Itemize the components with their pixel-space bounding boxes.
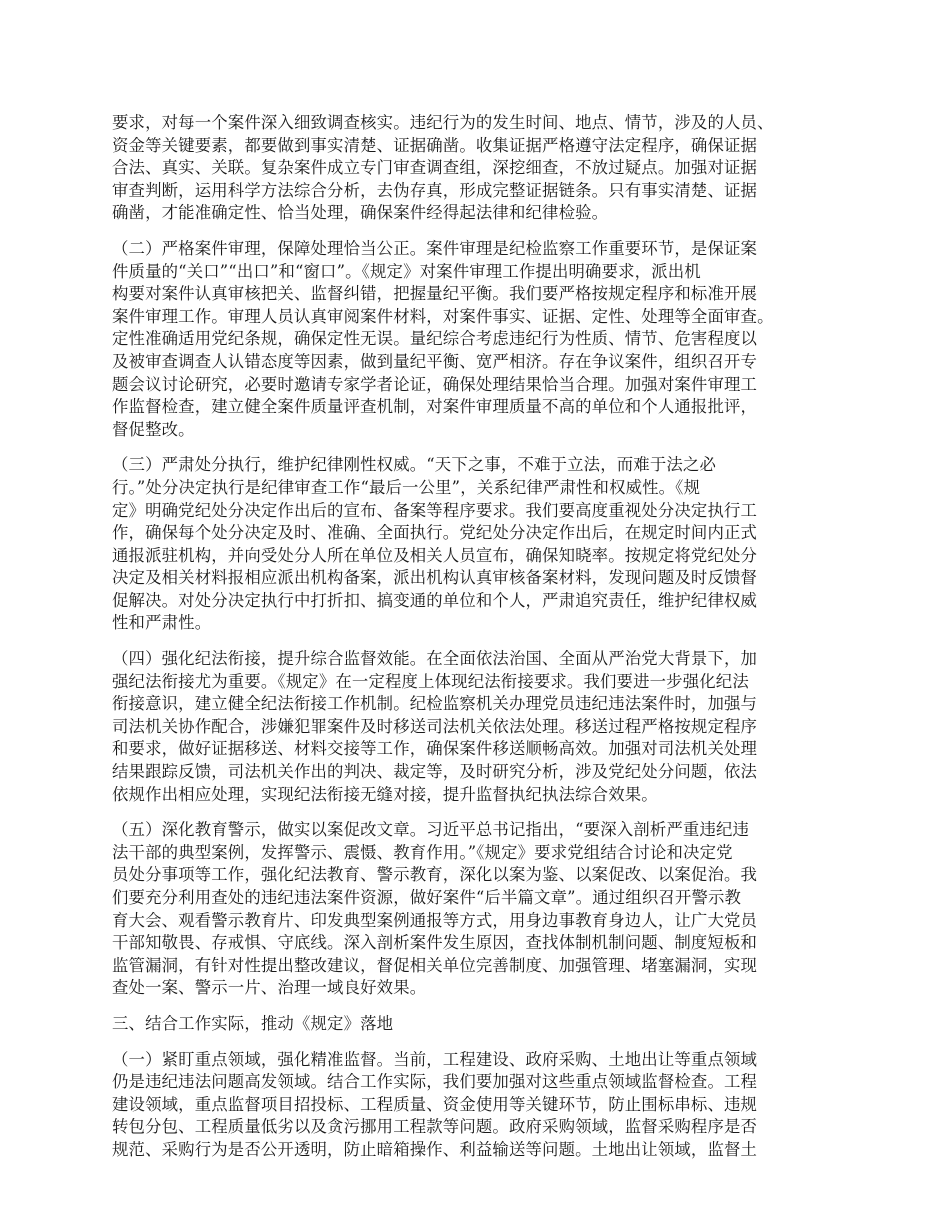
text-line: 结果跟踪反馈，司法机关作出的判决、裁定等，及时研究分析，涉及党纪处分问题，依法 (112, 762, 758, 782)
text-line: 查处一案、警示一片、治理一域良好效果。 (112, 978, 427, 998)
text-line: 们要充分利用查处的违纪违法案件资源，做好案件“后半篇文章”。通过组织召开警示教 (112, 888, 742, 907)
text-line: 员处分事项等工作，强化纪法教育、警示教育，深化以案为鉴、以案促改、以案促治。我 (112, 865, 758, 885)
text-line: 及被审查调查人认错态度等因素，做到量纪平衡、宽严相济。存在争议案件，组织召开专 (112, 351, 758, 371)
text-line: 育大会、观看警示教育片、印发典型案例通报等方式，用身边事教育身边人，让广大党员 (112, 910, 758, 930)
text-line: 通报派驻机构，并向受处分人所在单位及相关人员宣布，确保知晓率。按规定将党纪处分 (112, 545, 758, 565)
text-line: 资金等关键要素，都要做到事实清楚、证据确凿。收集证据严格遵守法定程序，确保证据 (112, 135, 758, 155)
text-line: 促解决。对处分决定执行中打折扣、搞变通的单位和个人，严肃追究责任，维护纪律权威 (112, 590, 758, 610)
text-line: 仍是违纪违法问题高发领域。结合工作实际，我们要加强对这些重点领域监督检查。工程 (112, 1072, 758, 1092)
text-line: 和要求，做好证据移送、材料交接等工作，确保案件移送顺畅高效。加强对司法机关处理 (112, 739, 758, 759)
text-line: 作监督检查，建立健全案件质量评查机制，对案件审理质量不高的单位和个人通报批评， (112, 397, 758, 417)
text-line: （二）严格案件审理，保障处理恰当公正。案件审理是纪检监察工作重要环节，是保证案 (112, 238, 758, 258)
paragraph-case-trial (112, 238, 852, 441)
text-line: （四）强化纪法衔接，提升综合监督效能。在全面依法治国、全面从严治党大背景下，加 (112, 649, 758, 669)
document-page (112, 112, 852, 1175)
text-line: 决定及相关材料报相应派出机构备案，派出机构认真审核备案材料，发现问题及时反馈督 (112, 568, 758, 588)
text-line: 规范、采购行为是否公开透明，防止暗箱操作、利益输送等问题。土地出让领域，监督土 (112, 1139, 758, 1159)
text-line: 作，确保每个处分决定及时、准确、全面执行。党纪处分决定作出后，在规定时间内正式 (112, 523, 758, 543)
section-heading-text: 三、结合工作实际，推动《规定》落地 (112, 1013, 394, 1033)
text-line: 案件审理工作。审理人员认真审阅案件材料，对案件事实、证据、定性、处理等全面审查。 (112, 306, 774, 326)
text-line: 建设领域，重点监督项目招投标、工程质量、资金使用等关键环节，防止围标串标、违规 (112, 1094, 758, 1114)
paragraph-sanction-execution (112, 454, 852, 635)
paragraph-key-areas (112, 1049, 852, 1162)
text-line: 要求，对每一个案件深入细致调查核实。违纪行为的发生时间、地点、情节，涉及的人员、 (112, 113, 774, 132)
text-line: 构要对案件认真审核把关、监督纠错，把握量纪平衡。我们要严格按规定程序和标准开展 (112, 284, 758, 304)
text-line: 行。”处分决定执行是纪律审查工作“最后一公里”，关系纪律严肃性和权威性。《规 (112, 477, 701, 497)
text-line: （一）紧盯重点领域，强化精准监督。当前，工程建设、政府采购、土地出让等重点领域 (112, 1049, 758, 1069)
text-line: 监管漏洞，有针对性提出整改建议，督促相关单位完善制度、加强管理、堵塞漏洞，实现 (112, 955, 758, 975)
paragraph-discipline-law-link (112, 648, 852, 806)
text-line: 督促整改。 (112, 419, 195, 439)
text-line: （三）严肃处分执行，维护纪律刚性权威。“天下之事，不难于立法，而难于法之必 (112, 455, 716, 475)
paragraph-evidence-review (112, 112, 852, 225)
section-heading (112, 1013, 852, 1036)
text-line: 司法机关协作配合，涉嫌犯罪案件及时移送司法机关依法处理。移送过程严格按规定程序 (112, 716, 758, 736)
text-line: 件质量的“关口”“出口”和“窗口”。《规定》对案件审理工作提出明确要求，派出机 (112, 261, 701, 281)
text-line: 审查判断，运用科学方法综合分析，去伪存真，形成完整证据链条。只有事实清楚、证据 (112, 180, 758, 200)
text-line: 题会议讨论研究，必要时邀请专家学者论证，确保处理结果恰当合理。加强对案件审理工 (112, 374, 758, 394)
text-line: 依规作出相应处理，实现纪法衔接无缝对接，提升监督执纪执法综合效果。 (112, 784, 658, 804)
text-line: （五）深化教育警示，做实以案促改文章。习近平总书记指出，“要深入剖析严重违纪违 (112, 820, 750, 840)
text-line: 定》明确党纪处分决定作出后的宣布、备案等程序要求。我们要高度重视处分决定执行工 (112, 500, 758, 520)
text-line: 法干部的典型案例，发挥警示、震慑、教育作用。”《规定》要求党组结合讨论和决定党 (112, 842, 733, 862)
text-line: 确凿，才能准确定性、恰当处理，确保案件经得起法律和纪律检验。 (112, 203, 609, 223)
text-line: 转包分包、工程质量低劣以及贪污挪用工程款等问题。政府采购领域，监督采购程序是否 (112, 1117, 758, 1137)
text-line: 强纪法衔接尤为重要。《规定》在一定程度上体现纪法衔接要求。我们要进一步强化纪法 (112, 671, 749, 691)
paragraph-warning-education (112, 819, 852, 1000)
text-line: 干部知敬畏、存戒惧、守底线。深入剖析案件发生原因，查找体制机制问题、制度短板和 (112, 933, 758, 953)
text-line: 定性准确适用党纪条规，确保定性无误。量纪综合考虑违纪行为性质、情节、危害程度以 (112, 329, 758, 349)
text-line: 性和严肃性。 (112, 613, 212, 633)
text-line: 合法、真实、关联。复杂案件成立专门审查调查组，深挖细查，不放过疑点。加强对证据 (112, 158, 758, 178)
text-line: 衔接意识，建立健全纪法衔接工作机制。纪检监察机关办理党员违纪违法案件时，加强与 (112, 694, 758, 714)
